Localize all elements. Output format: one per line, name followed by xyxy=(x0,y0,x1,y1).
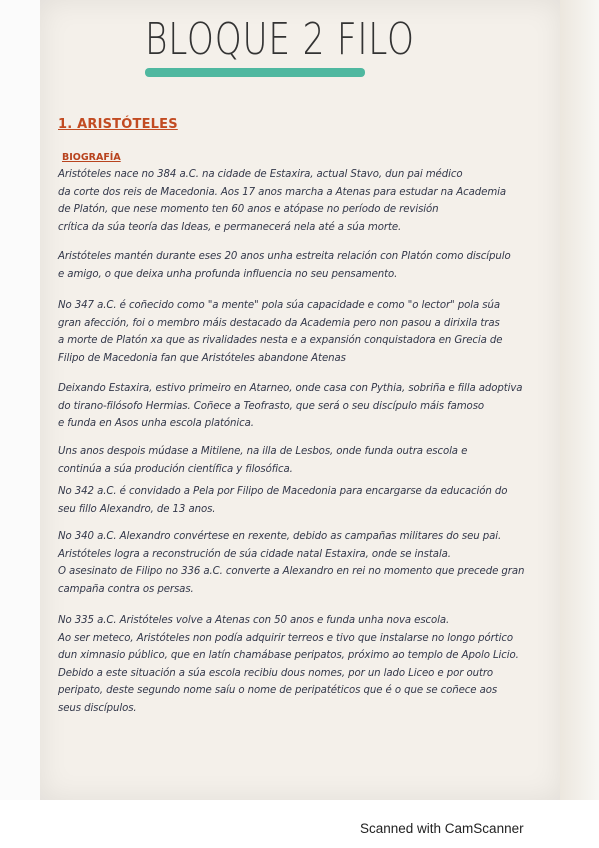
text-line: campaña contra os persas. xyxy=(58,583,194,595)
paragraph-5 xyxy=(58,443,508,478)
page-title: BLOQUE 2 FILO xyxy=(145,14,415,65)
text-line: seus discípulos. xyxy=(58,702,137,714)
paragraph-1 xyxy=(58,166,508,236)
text-line: Filipo de Macedonia fan que Aristóteles abandone Atenas xyxy=(58,352,346,364)
scan-background-left xyxy=(0,0,40,800)
scan-background-right xyxy=(560,0,599,800)
subsection-heading: BIOGRAFÍA xyxy=(62,152,121,163)
text-line: No 347 a.C. é coñecido como "a mente" pola súa capacidade e como "o lector" pola súa xyxy=(58,300,500,311)
text-line: Deixando Estaxira, estivo primeiro en Atarneo, onde casa con Pythia, sobriña e filla adoptiva xyxy=(58,383,523,394)
text-line: O asesinato de Filipo no 336 a.C. converte a Alexandro en rei no momento que precede gran xyxy=(58,566,525,577)
text-line: seu fillo Alexandro, de 13 anos. xyxy=(58,503,216,515)
text-line: No 342 a.C. é convidado a Pela por Filipo de Macedonia para encargarse da educación do xyxy=(58,486,508,497)
text-line: e funda en Asos unha escola platónica. xyxy=(58,418,254,429)
text-line: dun ximnasio público, que en latín chamábase peripatos, próximo ao templo de Apolo Licio. xyxy=(58,650,519,661)
text-line: continúa a súa produción científica y filosófica. xyxy=(58,463,293,475)
text-line: de Platón, que nese momento ten 60 anos e atópase no período de revisión xyxy=(58,204,439,215)
title-highlight xyxy=(145,68,365,77)
text-line: da corte dos reis de Macedonia. Aos 17 anos marcha a Atenas para estudar na Academia xyxy=(58,186,507,198)
text-line: Aristóteles logra a reconstrución de súa cidade natal Estaxira, onde se instala. xyxy=(58,548,451,560)
paragraph-8 xyxy=(58,612,519,717)
text-line: do tirano-filósofo Hermias. Coñece a Teofrasto, que será o seu discípulo máis famoso xyxy=(58,400,485,412)
text-line: crítica da súa teoría das Ideas, e permanecerá nela até a súa morte. xyxy=(58,221,402,233)
paragraph-2 xyxy=(58,248,511,283)
text-line: Ao ser meteco, Aristóteles non podía adquirir terreos e tivo que instalarse no longo pórtico xyxy=(58,632,513,644)
text-line: gran afección, foi o membro máis destacado da Academia pero non pasou a dirixila tras xyxy=(58,317,500,329)
section-heading: 1. ARISTÓTELES xyxy=(58,117,178,132)
paragraph-7 xyxy=(58,528,525,598)
paragraph-3 xyxy=(58,297,508,367)
text-line: a morte de Platón xa que as rivalidades nesta e a expansión conquistadora en Grecia de xyxy=(58,335,503,346)
text-line: No 340 a.C. Alexandro convértese en rexente, debido as campañas militares do seu pai. xyxy=(58,531,502,542)
text-line: Debido a este situación a súa escola recibiu dous nomes, por un lado Liceo e por outro xyxy=(58,667,494,679)
text-line: Uns anos despois múdase a Mitilene, na illa de Lesbos, onde funda outra escola e xyxy=(58,446,468,457)
paragraph-6 xyxy=(58,483,508,518)
text-line: peripato, deste segundo nome saíu o nome de peripatéticos que é o que se coñece aos xyxy=(58,685,498,696)
text-line: Aristóteles nace no 384 a.C. na cidade de Estaxira, actual Stavo, dun pai médico xyxy=(58,169,463,180)
text-line: No 335 a.C. Aristóteles volve a Atenas con 50 anos e funda unha nova escola. xyxy=(58,615,450,626)
scanner-watermark: Scanned with CamScanner xyxy=(360,821,524,836)
text-line: e amigo, o que deixa unha profunda influencia no seu pensamento. xyxy=(58,268,398,280)
paragraph-4 xyxy=(58,380,523,433)
text-line: Aristóteles mantén durante eses 20 anos unha estreita relación con Platón como discípulo xyxy=(58,251,511,262)
